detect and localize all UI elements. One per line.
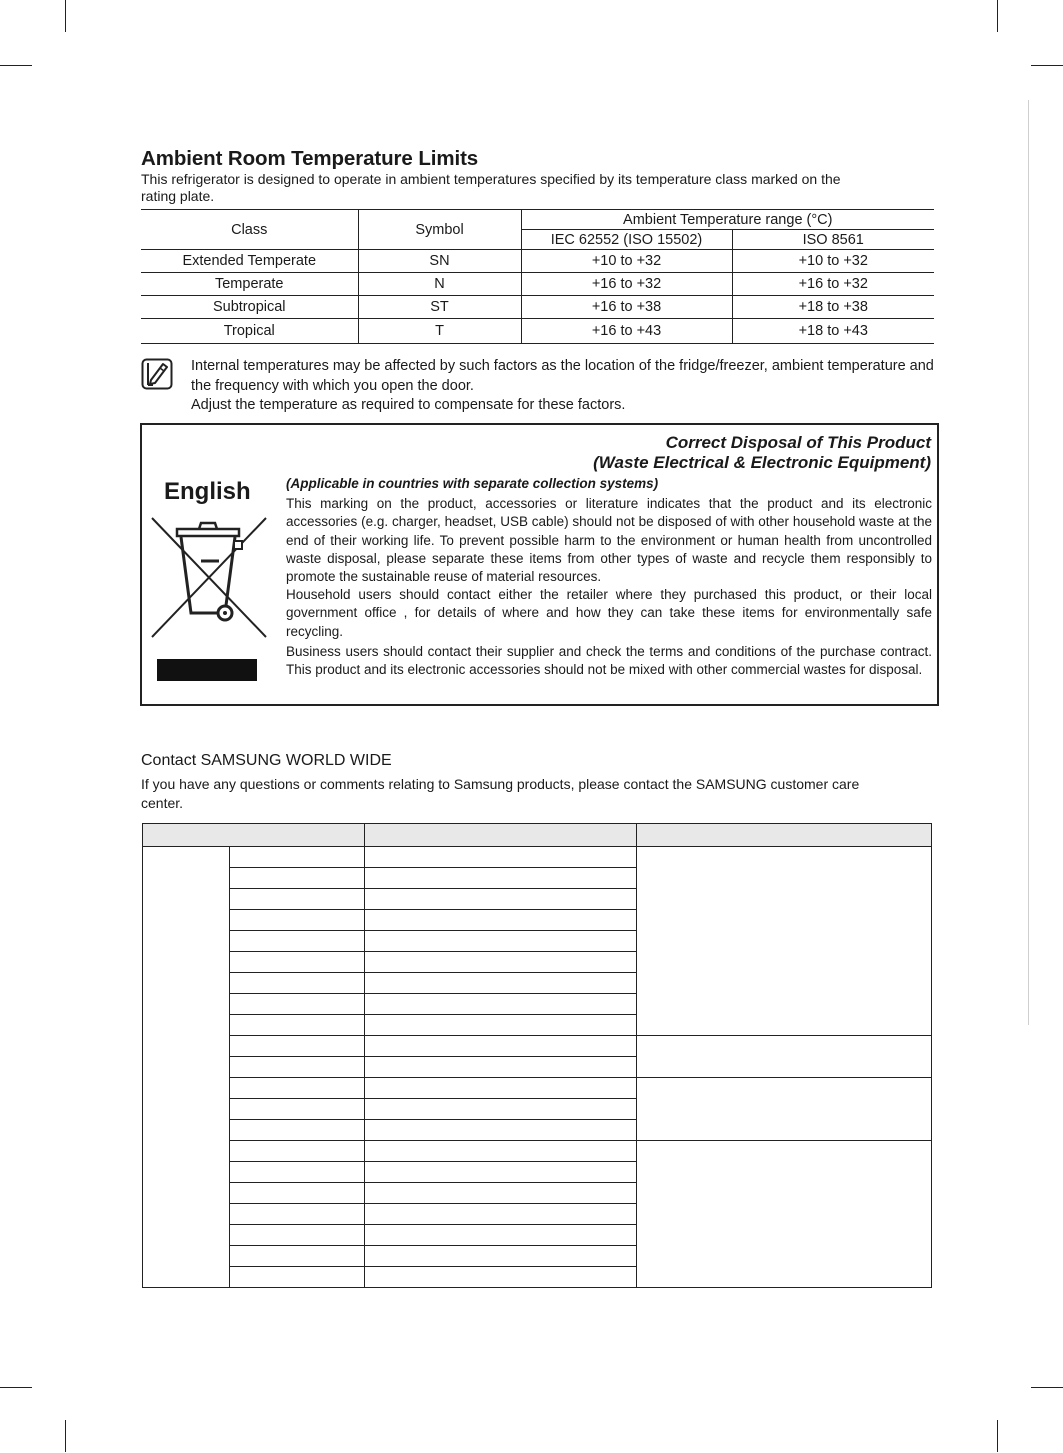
black-bar — [157, 659, 257, 681]
crop-mark — [65, 0, 66, 32]
country-cell — [230, 847, 365, 868]
phone-cell — [365, 1120, 637, 1141]
website-cell — [637, 1036, 932, 1078]
country-cell — [230, 889, 365, 910]
crop-mark — [1031, 65, 1063, 66]
header-range: Ambient Temperature range (°C) — [521, 210, 934, 230]
disposal-paragraph: This marking on the product, accessories or literature indicates that the product and its electronic accessories (e.g. charger, headset, USB cable) should not be disposed of with other household waste at the end of their working life. To prevent possible harm to the environment or human health from uncontrolled waste disposal, please separate these items from other types of waste and recycle them responsibly to promote the sustainable reuse of material resources. — [286, 496, 932, 585]
cell-symbol: ST — [358, 296, 521, 319]
header-symbol: Symbol — [358, 210, 521, 250]
table-row — [141, 296, 934, 319]
cell-symbol: T — [358, 319, 521, 344]
cell-iec: +16 to +38 — [521, 296, 732, 319]
note-line: Adjust the temperature as required to compensate for these factors. — [191, 397, 626, 413]
country-cell — [230, 1267, 365, 1288]
table-row — [143, 1036, 932, 1057]
phone-cell — [365, 1162, 637, 1183]
phone-cell — [365, 1015, 637, 1036]
cell-iso: +18 to +43 — [732, 319, 934, 344]
region-cell — [143, 847, 230, 1288]
table-row — [143, 1141, 932, 1162]
country-cell — [230, 1183, 365, 1204]
website-cell — [637, 1078, 932, 1141]
section-title: Ambient Room Temperature Limits — [141, 147, 479, 170]
phone-cell — [365, 889, 637, 910]
cell-iso: +10 to +32 — [732, 250, 934, 273]
country-cell — [230, 1246, 365, 1267]
header-iec: IEC 62552 (ISO 15502) — [521, 230, 732, 250]
note-text — [191, 357, 941, 416]
phone-cell — [365, 1078, 637, 1099]
contact-header-cell — [365, 824, 637, 847]
phone-cell — [365, 910, 637, 931]
country-cell — [230, 1057, 365, 1078]
phone-cell — [365, 1036, 637, 1057]
country-cell — [230, 994, 365, 1015]
country-cell — [230, 910, 365, 931]
cell-class: Temperate — [141, 273, 358, 296]
cell-symbol: N — [358, 273, 521, 296]
disposal-body — [286, 475, 932, 679]
contact-header-cell — [143, 824, 365, 847]
language-label: English — [164, 478, 251, 505]
crop-mark — [0, 1387, 32, 1388]
phone-cell — [365, 1141, 637, 1162]
weee-disposal-box — [140, 423, 939, 706]
phone-cell — [365, 1099, 637, 1120]
crop-mark — [997, 0, 998, 32]
country-cell — [230, 868, 365, 889]
note-line: Internal temperatures may be affected by such factors as the location of the fridge/freezer, ambient temperature and the frequency with which you open the door. — [191, 358, 934, 394]
country-cell — [230, 952, 365, 973]
phone-cell — [365, 1204, 637, 1225]
contact-title: Contact SAMSUNG WORLD WIDE — [141, 752, 392, 769]
country-cell — [230, 1015, 365, 1036]
country-cell — [230, 1204, 365, 1225]
phone-cell — [365, 1057, 637, 1078]
table-row — [143, 1078, 932, 1099]
country-cell — [230, 1162, 365, 1183]
country-cell — [230, 1078, 365, 1099]
header-iso: ISO 8561 — [732, 230, 934, 250]
phone-cell — [365, 868, 637, 889]
country-cell — [230, 1099, 365, 1120]
cell-iec: +16 to +32 — [521, 273, 732, 296]
contact-header-cell — [637, 824, 932, 847]
cell-class: Tropical — [141, 319, 358, 344]
disposal-title-line: (Waste Electrical & Electronic Equipment) — [593, 452, 931, 472]
cell-iso: +18 to +38 — [732, 296, 934, 319]
country-cell — [230, 1120, 365, 1141]
phone-cell — [365, 1267, 637, 1288]
section-intro: This refrigerator is designed to operate in ambient temperatures specified by its temperature class marked on the rating plate. — [141, 171, 841, 204]
table-row — [141, 319, 934, 344]
crop-mark — [1031, 1387, 1063, 1388]
side-rule — [1028, 100, 1029, 1025]
phone-cell — [365, 973, 637, 994]
phone-cell — [365, 1246, 637, 1267]
phone-cell — [365, 952, 637, 973]
cell-class: Extended Temperate — [141, 250, 358, 273]
disposal-paragraph: Business users should contact their supplier and check the terms and conditions of the purchase contract. This product and its electronic accessories should not be mixed with other commercial wastes for disposal. — [286, 643, 932, 678]
cell-iso: +16 to +32 — [732, 273, 934, 296]
crop-mark — [997, 1420, 998, 1452]
website-cell — [637, 1141, 932, 1288]
phone-cell — [365, 847, 637, 868]
phone-cell — [365, 1183, 637, 1204]
country-cell — [230, 1141, 365, 1162]
temperature-class-table — [141, 209, 934, 344]
cell-iec: +10 to +32 — [521, 250, 732, 273]
country-cell — [230, 1036, 365, 1057]
crop-mark — [65, 1420, 66, 1452]
country-cell — [230, 973, 365, 994]
contact-header-row — [143, 824, 932, 847]
website-cell — [637, 847, 932, 1036]
table-row — [143, 847, 932, 868]
phone-cell — [365, 931, 637, 952]
disposal-subtitle: (Applicable in countries with separate collection systems) — [286, 476, 659, 491]
note-pencil-icon — [141, 358, 173, 390]
disposal-paragraph: Household users should contact either the retailer where they purchased this product, or their local government office , for details of where and how they can take these items for environmentally safe recycling. — [286, 587, 932, 639]
disposal-title — [593, 433, 931, 472]
contact-table — [142, 823, 932, 1288]
country-cell — [230, 1225, 365, 1246]
cell-iec: +16 to +43 — [521, 319, 732, 344]
cell-symbol: SN — [358, 250, 521, 273]
table-row — [141, 273, 934, 296]
cell-class: Subtropical — [141, 296, 358, 319]
phone-cell — [365, 1225, 637, 1246]
crossed-out-wheelie-bin-icon — [149, 515, 269, 640]
country-cell — [230, 931, 365, 952]
phone-cell — [365, 994, 637, 1015]
disposal-title-line: Correct Disposal of This Product — [665, 433, 931, 452]
header-class: Class — [141, 210, 358, 250]
crop-mark — [0, 65, 32, 66]
table-row — [141, 250, 934, 273]
contact-intro: If you have any questions or comments relating to Samsung products, please contact the SAMSUNG customer care center. — [141, 776, 860, 811]
